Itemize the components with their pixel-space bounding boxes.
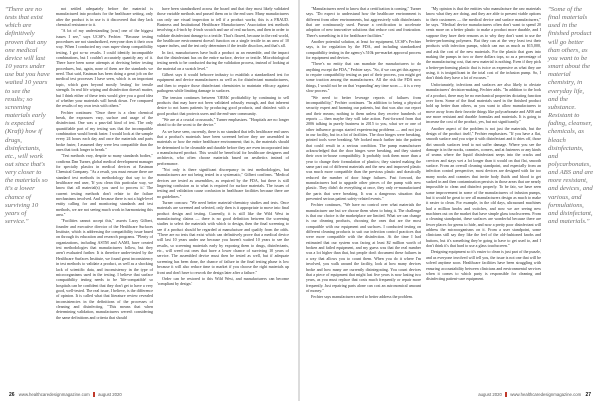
folio-issue: august 2020 bbox=[98, 392, 122, 397]
left-pullquote bbox=[5, 6, 51, 226]
right-col2-paragraph: Another aspect of the problem is not just the materials, but the design of the product itself," Fechter emphasizes. "If you have a flat, smooth surface and you wipe it with disinfectant and it dries off, those dirt smooth surfaces tend to not suffer damage. Where you see the damage is in the nooks, crannies, corners, and at fasteners or any kinds of seams where the liquid disinfectant seeps into the cracks and crevices and stays wet a lot longer than it would on that flat, smooth surface. From an overall cleaning standpoint, and especially from an infection control perspective, most devices are designed with far too many nooks and crannies that invite body fluids and blood to get sucked in and then contamination persists in those areas that are nearly impossible to clean and disinfect properly. To be fair, we have seen some improvement in some of the manufacturers of infusion pumps, but it would be great to see all manufacturers design as much to make it easier to clean. For example, in the old days, ultrasound machines had a million knobs and switches, and now we are seeing new machines out on the market that have simple glass touchscreens. From a cleaning standpoint, these surfaces are wonderful because there are fewer places for germs to hide, and now a pretty poor disinfectant will address the microorganisms on it. From a user standpoint, some clinicians still say they like the feel of the old-fashioned knobs and buttons, but it's something they're going to have to get used to, and I don't think it's that hard to use a glass touchscreen." bbox=[426, 125, 541, 249]
right-col2-paragraph: Designing equipment so it's easier to clean is just part of the puzzle, and as everyone involved will tell you, the issue is not one that will be solved anytime soon. Healthcare facilities have been struggling with ensuring accountability between clinicians and environmental services when it comes to which party is responsible for cleaning and disinfecting patient-care equipment. bbox=[426, 249, 541, 282]
left-col2-paragraph: Order can be restored to this Wild West, and manufacturers can become 'compliant by design.' bbox=[157, 275, 289, 287]
right-folio bbox=[478, 392, 594, 398]
folio-issue: august 2020 bbox=[478, 392, 502, 397]
left-folio bbox=[6, 392, 122, 398]
left-col2-paragraph: The tension continues between 'OEMs' profitability by continuing to sell products that may have not been validated robustly enough, and that inherent desire to not harm patients by producing good products, and disinfect with a good product that protects users and the end-user community. bbox=[157, 94, 289, 116]
left-col2-paragraph: "Not only is there significant discrepancy in test methodologies, but manufacturers are not being tested in a systematic," Gilbert confirms. "Medical devices are tested as assemblies, as required by the FDA, but there is still lingering confusion as to what is required for surface materials. The issues of testing and validation cause confusion in healthcare facilities because there are no guidelines." bbox=[157, 166, 289, 199]
folio-site: www.healthcaredesignmagazine.com bbox=[510, 392, 582, 397]
right-pullquote bbox=[548, 6, 594, 226]
right-col2-paragraph: "My opinion is that the entities who manufacture the raw materials know what they are doing, and they are able to present viable options to their customers — the medical device and surface manufacturers," he says. "Medical device manufacturers often don't want to spend 20 cents more on a better plastic to make a product more durable, and I suppose they have their reasons as to why they don't want to use the better-performing polymers. But they can at the very least test their products with infection pumps, which can run as much as $15,000, and ask the cost of the new materials. For the plastic that goes into making the pumps in two or three dollars tops, so as a percentage of the manufacturing cost, that new material is nothing. Even if they pick a better-performing plastic that is twice as expensive as what they are using, it is insignificant in the total cost of the infusion pump. So, I don't think they have a lot of excuses." bbox=[426, 6, 541, 81]
right-column-2 bbox=[426, 6, 541, 283]
left-column-1 bbox=[56, 6, 153, 321]
left-col2-paragraph: In fact, manufacturers have built a product as an ensemble, and the impact that the disinfectant has on the entire surface, device or textile. Microbiological testing needs to be conducted during the validation process, instead of looking at the material on a swatch level." bbox=[157, 49, 289, 71]
right-pullquote-text: "Some of the final materials used in the finished product will go better than others, as you want to be smart about the material chemistry, in everyday life, and the substance. Resistant to fading, cleanser, chemicals, as bleach disinfectants, and polycarbonates, and ABS and are more resistant, and devices, and various, and formulations, and disinfectant, and materials." bbox=[548, 6, 594, 226]
folio-divider bbox=[505, 392, 507, 397]
left-col1-paragraph: "A lot of my understanding [was] one of the biggest issues I see," says UCSF's Fechter. "Because testing procedures are not standardized, everyone does it their own way. When I conducted my own super-cheap compatibility testing, I got so-so results. I could identify incompatible combinations, but I couldn't accurately quantify any of it. There have been some attempts at devising better testing procedures, but, again, none of them are the standards we need. That said, Eastman has been doing a great job on the medical test processes I have seen, which is an important topic, which goes beyond mostly 'testing' for tensile strength. In real life wiping and disinfection doesn't matter, but I think either of these tests would give you a good idea of whether your materials will break down. I've compared the results of my own tests with others." bbox=[56, 28, 153, 109]
left-col1-paragraph: "Facilities cannot accept this," asserts Larry Gilbert, founder and executive director of the Healthcare Surfaces Institute, which is addressing the compatibility issue based on through its education and research programs. "Plenty of organizations, including ASTM and AAMI, have created test methodologies that manufacturers follow, but they aren't evaluated further. It is therefore under-tested by the Healthcare Surfaces Institute, we found great inconsistency in test methods to validate a product, as well as a shocking lack of scientific data, and inconsistency in the type of microorganisms used in the testing. I believe that surface compatibility testing needs to be 'life-compatible' so hospitals can be confident that they don't get to have a very good, well-tested. The real issue, I believe, is the difference of opinion. It is called what that literature review revealed inconsistencies in the definitions of the processes of cleaning and disinfecting. "This means that when determining validation, manufacturers weren't considering the same definitions and criteria that should bbox=[56, 218, 153, 320]
right-col1-paragraph: Another potential solution, at least for equipment, UCSF's Fechter says, is for regulation by the FDA, and including standardized compatibility testing in the agency's 510k pre-market approval process for equipment and devices. bbox=[306, 39, 421, 61]
left-col2-paragraph: Gilbert says it would behoove industry to establish a standardized test for equipment and device manufacturers as well as for disinfectant manufacturers, and then to require those disinfectant chemistries to maintain efficacy against pathogens while limiting damage to surfaces. bbox=[157, 72, 289, 94]
right-column-1 bbox=[306, 6, 421, 301]
right-col1-paragraph: "Manufacturers need to know that a certification is coming," Turner says. "Do expect to understand how the healthcare environment is different from other environments, but aggressively with disinfectants that are continuously used. Pursue a certification to accelerate adoption of new innovative solutions that reduce cost and frustration. There's something in it for healthcare facilities." bbox=[306, 6, 421, 38]
left-col2-paragraph: have been standardized across the board and that they most likely validated those variable methods and passed them on to the end user. Many manufacturers can only use visual inspection to tell if a product works; this is a FRAUD. Business and Institutional Healthcare Manufacturers' Association test methods involving a 4-inch by 4-inch swatch and use of real surfaces, and then in order to validate disinfectant damage to a textile. That's flawed, because in the real world, the healthcare environment doesn't function on a single textile in an area of 10 square inches, and the test only determines if the textile discolors, and that's all. bbox=[157, 6, 289, 49]
left-col1-paragraph: not settled adequately before the material is manufactured into products for the healthcare setting, only after the product is in use is it discovered that they lack chemical resistance to it. bbox=[56, 6, 153, 28]
left-page bbox=[0, 0, 298, 401]
right-col1-paragraph: Fechter continues, "We have no control over what materials the manufacturer use but we choose them when to bring it. The challenge is that our choice is the marketplace are limited. What we can change is our cleaning products, choosing the ones that are the most compatible with our equipment and surfaces. I conducted testing on different cleaning products to suit our infection control practices that were more compatible with the disinfection. At the time I had estimated that our system was facing at least $2 million worth of broken and failed equipment, and my guess was that the real number was a lot higher than that, but people don't document these failures in a way that allows you to count them. When you do it where I'm involved, you walk around the facility, look at how many devices broke and how many are currently disintegrating. You count devices that a piece of equipment that might last five years is now lasting two years, as you must replace that costs much frequently or repair more frequently. Just repairing parts alone can cost an astronomical amount of money." bbox=[306, 202, 421, 293]
right-col2-paragraph: Unfortunately, infections and surfaces are also likely to obviate manufacturers' decision-making, Fechter adds. "In addition to the look of a product, there may be no mechanical properties dictating function over form. Some of the final materials used in the finished product hold up better than others, as you want to allow manufacturers to move away from their favorite things like polycarbonate and ABS and use more resistant and durable formulas and materials. It is going to increase the cost of the product, yes, but not significantly." bbox=[426, 81, 541, 125]
left-column-2 bbox=[157, 6, 289, 288]
right-page bbox=[300, 0, 600, 401]
left-col1-paragraph: "Test methods vary, despite so many standards bodies," confirms Dan Turner, global medical development manager for specialty plastics in medical devices at Eastman Chemical Company. "As a result, you must ensure there are standard test methods in methodology that say to the healthcare end user, 'If you clean this particular way, we know that all material(s) you used to process it.' The current testing methods don't relate to the failure mechanisms involved. And because there is not a high-level entity calling for and monitoring standards and test methods, we are not seeing much work in harmonizing this area." bbox=[56, 153, 153, 218]
page-number: 27 bbox=[585, 392, 591, 398]
left-col2-paragraph: Turner concurs: "We need better material-chemistry studies and tests. Once materials are screened and selected, only then is it appropriate to move into final product design and testing. Currently, it is still like the Wild West in manufacturing claims — there is no good definition between the screening studies to select the materials with which to design, then the final screening to see if a product should be regarded at manufacture and qualify from the odds. "There are no tests that exist which can definitively prove that a medical device will last 10 years under use because you haven't waited 10 years to see the results, so screening materials early by exposing them to drugs, disinfectants, etc., will weed out ones that have a lower chance of surviving 10 years of service. The assembled device must then be tested as well, but if adequate screening has been done, the chance of failure in the final testing phase is low because it will also reduce time to market if you choose the right materials up front and don't have to rework the design later after a failure." bbox=[157, 200, 289, 275]
right-col1-paragraph: "There's no entity that can mandate the manufacturers to do anything except the FDA," Fechter says. "So, if we can get this agency to require compatibility testing as part of their process, you might get some traction among the manufacturers. All the risk the FDA now things, I would not be on that 'expanding' any time soon — it is a very slow process." bbox=[306, 61, 421, 94]
right-col1-paragraph: Fechter says manufacturers need to better address the problem. bbox=[311, 294, 413, 300]
folio-site: www.healthcaredesignmagazine.com bbox=[18, 392, 90, 397]
folio-divider bbox=[93, 392, 95, 397]
left-col2-paragraph: "We are at a crucial crossroads," Turner emphasizes. "Hospitals are no longer afraid to do the worst to the device." bbox=[157, 116, 289, 128]
right-col1-paragraph: "We need to better leverage reports of failures from incompatibility," Fechter continues. "In addition to being a physical security expert and harming our patients, but that was also our report and their means; nothing to them unless they receive hundreds of reports — then maybe they will take action. Fast-forward from that 2006 talking in purely business in 2015 to you, what we or one of other influence groups started experiencing problems — and not just in our facility, but in a lot of facilities. The door hinges were breaking, printed tools were breaking. We looked much further into the patient that could result in a serious condition. The pump manufacturer acknowledged that the door hinges were breaking, and they started their own in-house compatibility. It probably took them more than a year to change their formulation of plastics; they started making the same part out of different materials and the new and improved plastic was much more compatible than the previous plastic and drastically reduced the number of door hinge failures. Fast forward, the manufacturers had to upgrade other pieces of the pump with new plastic. They didn't do everything at once, they only re-manufactured the parts that were breaking. It was a dangerous situation that prevented serious patient safety-related events." bbox=[306, 94, 421, 202]
left-col2-paragraph: As we have seen, currently, there is no standard that tells healthcare end users that a product's materials have been screened before they are assembled in materials or how the entire healthcare environment; that is, the materials should be determined to be cleanable and durable before they are even incorporated into a manufactured product. This would be beneficial for healthcare designers and architects, who often choose materials based on aesthetics instead of performance. bbox=[157, 128, 289, 166]
left-col1-paragraph: Fechter continues: "Once there is a clear chemical break, the exposures vary, surface and usage of the disinfectant. One was a pass-fail kind of test. The only quantifiable part of my testing was that the incompatible combination would break faster. I would look at the sample every 24 hours each day and once the materials and parts broke faster, I assumed they were less compatible than the ones that took longer to break." bbox=[56, 109, 153, 152]
left-pullquote-text: "There are no tests that exist which are definitively proven that any one medical device will last 10 years under use but you have waited 10 years to see the results; so screening materials early is expected (Kraft) how if drugs, disinfectants, etc., will work out since that's very closer to the materials so it's a lower chance of surviving 10 years of service." bbox=[5, 6, 50, 226]
page-number: 26 bbox=[9, 392, 15, 398]
